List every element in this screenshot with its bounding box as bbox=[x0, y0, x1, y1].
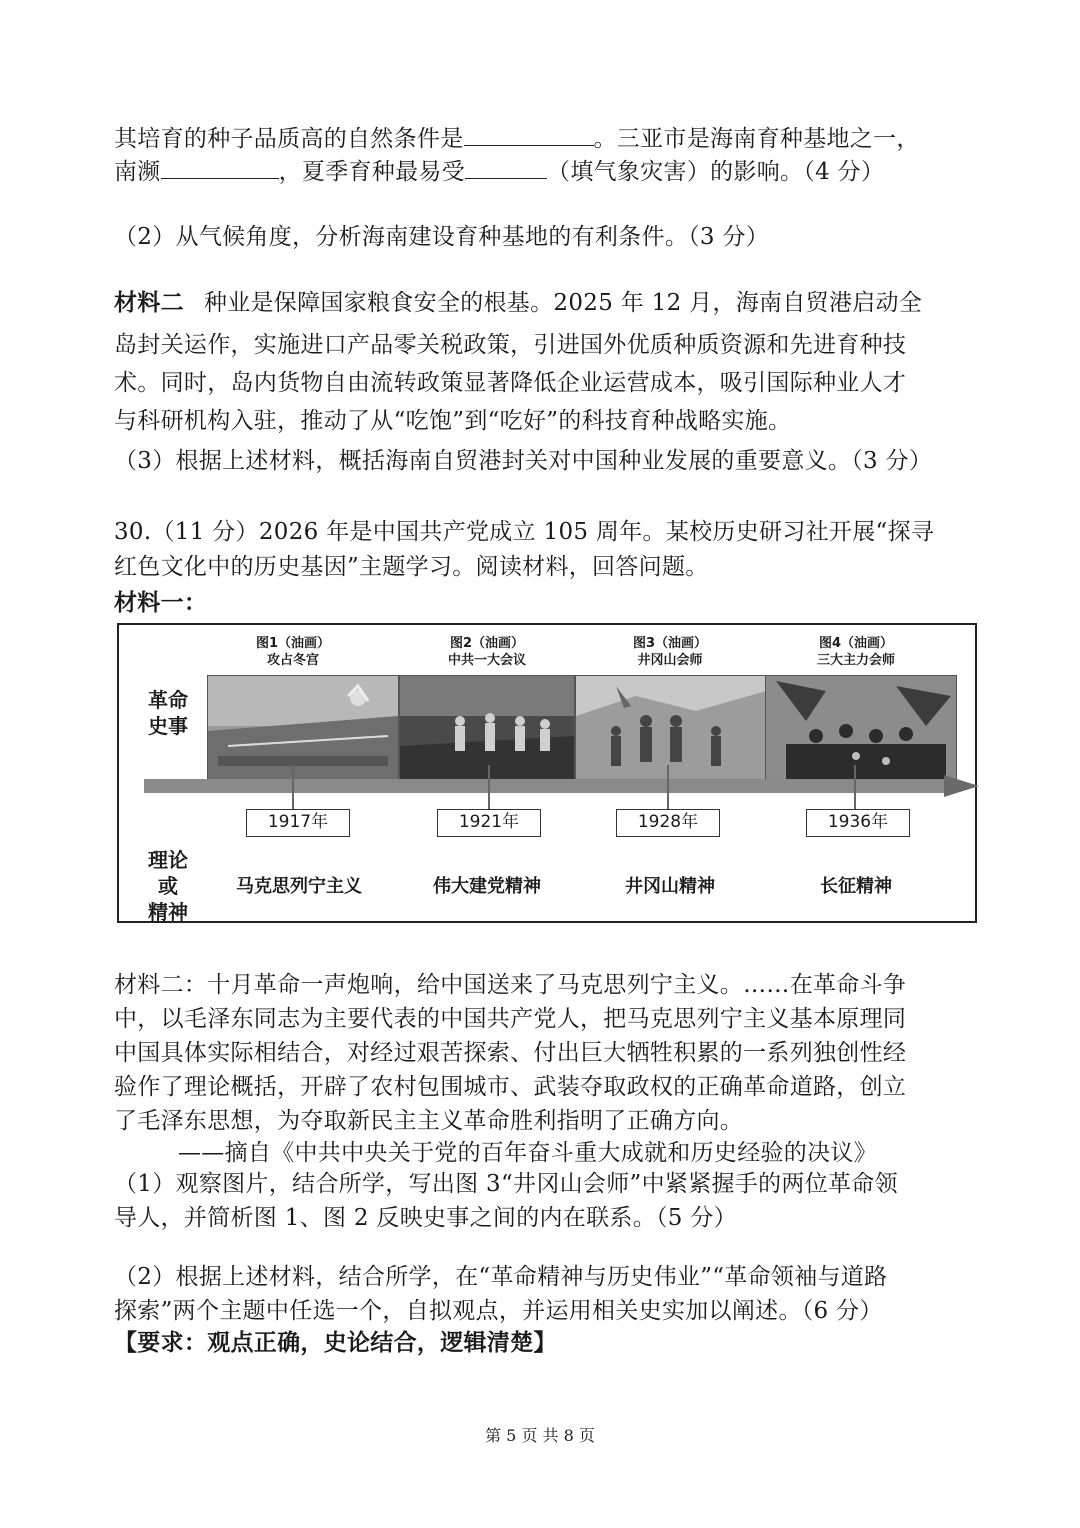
row-label-text: 革命 bbox=[148, 688, 188, 712]
row-label-text: 或 bbox=[158, 874, 178, 898]
material2-line4: 与科研机构入驻，推动了从“吃饱”到“吃好”的科技育种战略实施。 bbox=[114, 408, 792, 434]
spirit-marxism-leninism: 马克思列宁主义 bbox=[236, 876, 362, 897]
q29-text: 南濒 bbox=[114, 159, 161, 185]
row-label-text: 史事 bbox=[148, 714, 188, 738]
timeline-figure bbox=[117, 623, 977, 923]
q29-text: 。三亚市是海南育种基地之一， bbox=[593, 126, 920, 152]
answer-blank[interactable] bbox=[465, 158, 547, 179]
caption-fig3 bbox=[575, 635, 765, 669]
caption-subtitle: 攻占冬宫 bbox=[266, 653, 319, 668]
q30-intro-line1: 30.（11 分）2026 年是中国共产党成立 105 周年。某校历史研习社开展“探寻 bbox=[114, 519, 935, 545]
q30-part2-line1: （2）根据上述材料，结合所学，在“革命精神与历史伟业”“革命领袖与道路 bbox=[114, 1264, 888, 1290]
year-box-1917: 1917年 bbox=[246, 809, 350, 837]
row-label-events bbox=[141, 687, 195, 739]
timeline-tick bbox=[292, 765, 294, 809]
q29-text: （填气象灾害）的影响。（4 分） bbox=[547, 159, 885, 185]
year-box-1921: 1921年 bbox=[437, 809, 541, 837]
q30-part1-line1: （1）观察图片，结合所学，写出图 3“井冈山会师”中紧紧握手的两位革命领 bbox=[114, 1171, 898, 1197]
material2b-line4: 验作了理论概括，开辟了农村包围城市、武装夺取政权的正确革命道路，创立 bbox=[114, 1074, 907, 1100]
material2-line1 bbox=[114, 288, 922, 318]
painting-first-party-congress bbox=[399, 675, 575, 785]
caption-title: 图2（油画） bbox=[449, 636, 525, 651]
caption-subtitle: 井冈山会师 bbox=[637, 653, 703, 668]
year-box-1936: 1936年 bbox=[806, 809, 910, 837]
q29-text: ，夏季育种最易受 bbox=[278, 159, 466, 185]
painting-three-armies-meeting bbox=[765, 675, 957, 785]
page-number: 第 5 页 共 8 页 bbox=[485, 1426, 595, 1445]
row-label-text: 精神 bbox=[148, 900, 188, 924]
year-box-1928: 1928年 bbox=[616, 809, 720, 837]
caption-title: 图1（油画） bbox=[255, 636, 331, 651]
caption-fig4 bbox=[761, 635, 951, 669]
q30-requirements: 【要求：观点正确，史论结合，逻辑清楚】 bbox=[114, 1330, 557, 1356]
caption-title: 图4（油画） bbox=[818, 636, 894, 651]
caption-subtitle: 三大主力会师 bbox=[816, 653, 895, 668]
material2-text: 种业是保障国家粮食安全的根基。2025 年 12 月，海南自贸港启动全 bbox=[203, 290, 923, 316]
material1-label: 材料一： bbox=[114, 590, 208, 616]
q29-part2: （2）从气候角度，分析海南建设育种基地的有利条件。（3 分） bbox=[114, 224, 770, 250]
material2b-line3: 中国具体实际相结合，对经过艰苦探索、付出巨大牺牲积累的一系列独创性经 bbox=[114, 1040, 907, 1066]
caption-title: 图3（油画） bbox=[632, 636, 708, 651]
timeline-tick bbox=[667, 765, 669, 809]
material2b-line5: 了毛泽东思想，为夺取新民主主义革命胜利指明了正确方向。 bbox=[114, 1108, 744, 1134]
spirit-jinggangshan: 井冈山精神 bbox=[625, 876, 715, 897]
caption-fig2 bbox=[392, 635, 582, 669]
caption-fig1 bbox=[198, 635, 388, 669]
q29-line2 bbox=[114, 157, 884, 187]
q30-part1-line2: 导人，并简析图 1、图 2 反映史事之间的内在联系。（5 分） bbox=[114, 1205, 737, 1231]
timeline-tick bbox=[854, 765, 856, 809]
material2b-line1: 材料二：十月革命一声炮响，给中国送来了马克思列宁主义。……在革命斗争 bbox=[114, 972, 907, 998]
material2-line2: 岛封关运作，实施进口产品零关税政策，引进国外优质种质资源和先进育种技 bbox=[114, 332, 907, 358]
painting-storming-winter-palace bbox=[207, 675, 399, 785]
q29-line1 bbox=[114, 124, 920, 154]
material2b-line2: 中，以毛泽东同志为主要代表的中国共产党人，把马克思列宁主义基本原理同 bbox=[114, 1006, 907, 1032]
spirit-party-founding: 伟大建党精神 bbox=[433, 876, 541, 897]
answer-blank[interactable] bbox=[464, 125, 594, 146]
row-label-text: 理论 bbox=[148, 848, 188, 872]
q30-intro-line2: 红色文化中的历史基因”主题学习。阅读材料，回答问题。 bbox=[114, 554, 709, 580]
caption-subtitle: 中共一大会议 bbox=[447, 653, 526, 668]
row-label-theory bbox=[141, 847, 195, 925]
material2-label: 材料二 bbox=[114, 289, 184, 316]
source-citation: ——摘自《中共中央关于党的百年奋斗重大成就和历史经验的决议》 bbox=[178, 1140, 877, 1166]
material2-line3: 术。同时，岛内货物自由流转政策显著降低企业运营成本，吸引国际种业人才 bbox=[114, 370, 907, 396]
q29-text: 其培育的种子品质高的自然条件是 bbox=[114, 126, 464, 152]
answer-blank[interactable] bbox=[161, 158, 279, 179]
timeline-tick bbox=[488, 765, 490, 809]
painting-jinggangshan-meeting bbox=[575, 675, 767, 785]
q29-part3: （3）根据上述材料，概括海南自贸港封关对中国种业发展的重要意义。（3 分） bbox=[114, 448, 933, 474]
q30-part2-line2: 探索”两个主题中任选一个，自拟观点，并运用相关史实加以阐述。（6 分） bbox=[114, 1298, 883, 1324]
spirit-long-march: 长征精神 bbox=[820, 876, 892, 897]
